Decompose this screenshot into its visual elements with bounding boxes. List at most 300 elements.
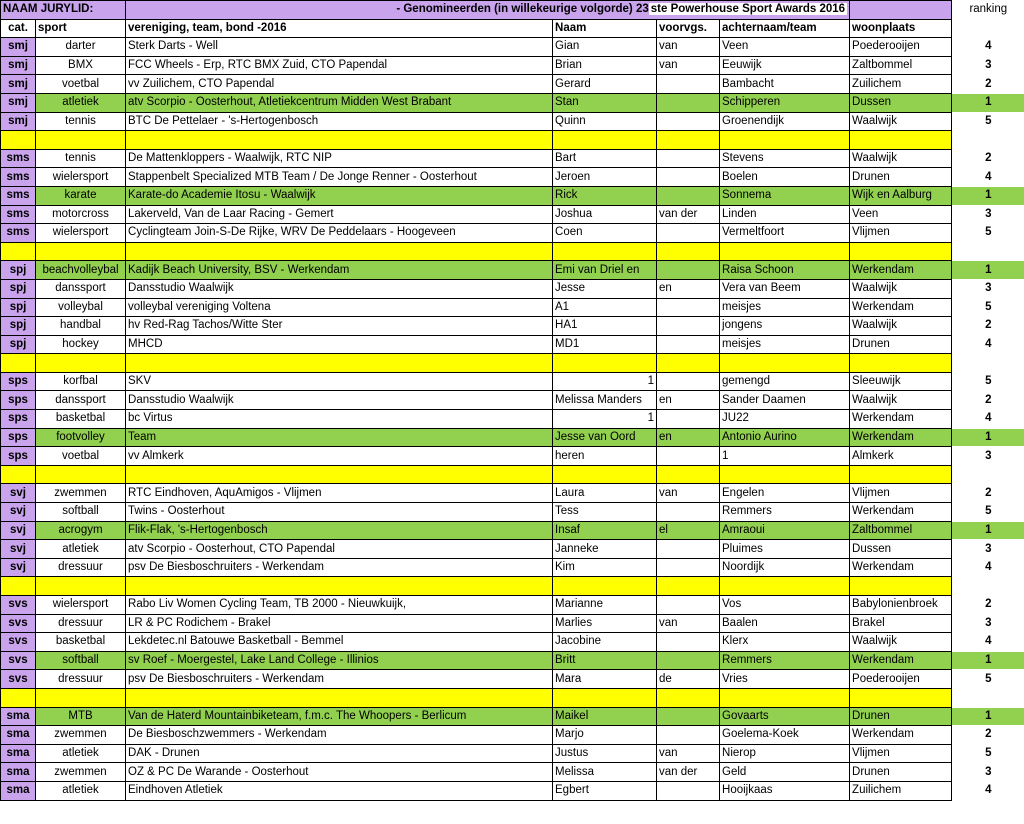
club-cell[interactable]: Cyclingteam Join-S-De Rijke, WRV De Peddelaars - Hoogeveen: [126, 224, 553, 243]
club-cell[interactable]: Dansstudio Waalwijk: [126, 279, 553, 298]
empty-cell[interactable]: [720, 131, 850, 150]
category-cell[interactable]: sms: [1, 186, 36, 205]
sport-cell[interactable]: korfbal: [36, 372, 126, 391]
category-cell[interactable]: smj: [1, 75, 36, 94]
empty-cell[interactable]: [1, 131, 36, 150]
woonplaats-cell[interactable]: Waalwijk: [850, 149, 952, 168]
woonplaats-cell[interactable]: Werkendam: [850, 261, 952, 280]
empty-cell[interactable]: [126, 688, 553, 707]
empty-cell[interactable]: [850, 354, 952, 373]
category-cell[interactable]: smj: [1, 93, 36, 112]
club-cell[interactable]: De Mattenkloppers - Waalwijk, RTC NIP: [126, 149, 553, 168]
category-cell[interactable]: svs: [1, 651, 36, 670]
empty-cell[interactable]: [1, 465, 36, 484]
achternaam-cell[interactable]: Raisa Schoon: [720, 261, 850, 280]
col-header-voorvgs[interactable]: voorvgs.: [657, 19, 720, 38]
empty-cell[interactable]: [126, 242, 553, 261]
achternaam-cell[interactable]: Veen: [720, 38, 850, 57]
voorvoegsel-cell[interactable]: el: [657, 521, 720, 540]
category-cell[interactable]: svj: [1, 503, 36, 522]
woonplaats-cell[interactable]: Dussen: [850, 540, 952, 559]
achternaam-cell[interactable]: Vries: [720, 670, 850, 689]
woonplaats-cell[interactable]: Waalwijk: [850, 112, 952, 131]
naam-cell[interactable]: Marlies: [553, 614, 657, 633]
category-cell[interactable]: smj: [1, 56, 36, 75]
woonplaats-cell[interactable]: Zuilichem: [850, 75, 952, 94]
category-cell[interactable]: sms: [1, 224, 36, 243]
club-cell[interactable]: Team: [126, 428, 553, 447]
category-cell[interactable]: smj: [1, 38, 36, 57]
empty-cell[interactable]: [720, 465, 850, 484]
voorvoegsel-cell[interactable]: [657, 726, 720, 745]
naam-cell[interactable]: Joshua: [553, 205, 657, 224]
voorvoegsel-cell[interactable]: [657, 781, 720, 800]
naam-cell[interactable]: A1: [553, 298, 657, 317]
club-cell[interactable]: FCC Wheels - Erp, RTC BMX Zuid, CTO Papendal: [126, 56, 553, 75]
voorvoegsel-cell[interactable]: [657, 447, 720, 466]
empty-cell[interactable]: [720, 354, 850, 373]
category-cell[interactable]: sps: [1, 447, 36, 466]
achternaam-cell[interactable]: Klerx: [720, 633, 850, 652]
woonplaats-cell[interactable]: Poederooijen: [850, 38, 952, 57]
voorvoegsel-cell[interactable]: [657, 149, 720, 168]
naam-cell[interactable]: Tess: [553, 503, 657, 522]
category-cell[interactable]: sps: [1, 410, 36, 429]
club-cell[interactable]: sv Roef - Moergestel, Lake Land College - Illinios: [126, 651, 553, 670]
naam-cell[interactable]: Coen: [553, 224, 657, 243]
achternaam-cell[interactable]: Remmers: [720, 503, 850, 522]
category-cell[interactable]: sma: [1, 763, 36, 782]
empty-cell[interactable]: [553, 131, 657, 150]
sport-cell[interactable]: wielersport: [36, 596, 126, 615]
empty-cell[interactable]: [720, 688, 850, 707]
club-cell[interactable]: psv De Biesboschruiters - Werkendam: [126, 670, 553, 689]
naam-cell[interactable]: Britt: [553, 651, 657, 670]
woonplaats-cell[interactable]: Waalwijk: [850, 391, 952, 410]
achternaam-cell[interactable]: Pluimes: [720, 540, 850, 559]
empty-cell[interactable]: [36, 131, 126, 150]
naam-cell[interactable]: heren: [553, 447, 657, 466]
sport-cell[interactable]: softball: [36, 651, 126, 670]
title-blank-cell[interactable]: [850, 1, 952, 20]
col-header-achternaam[interactable]: achternaam/team: [720, 19, 850, 38]
club-cell[interactable]: Van de Haterd Mountainbiketeam, f.m.c. The Whoopers - Berlicum: [126, 707, 553, 726]
woonplaats-cell[interactable]: Drunen: [850, 168, 952, 187]
club-cell[interactable]: OZ & PC De Warande - Oosterhout: [126, 763, 553, 782]
achternaam-cell[interactable]: meisjes: [720, 298, 850, 317]
naam-cell[interactable]: Mara: [553, 670, 657, 689]
empty-cell[interactable]: [553, 688, 657, 707]
nominee-row: [1, 372, 1024, 391]
naam-cell[interactable]: Marianne: [553, 596, 657, 615]
club-cell[interactable]: hv Red-Rag Tachos/Witte Ster: [126, 317, 553, 336]
nominee-row: [1, 38, 1024, 57]
empty-cell[interactable]: [126, 131, 553, 150]
club-cell[interactable]: volleybal vereniging Voltena: [126, 298, 553, 317]
sport-cell[interactable]: zwemmen: [36, 484, 126, 503]
category-cell[interactable]: sma: [1, 744, 36, 763]
naam-cell[interactable]: Laura: [553, 484, 657, 503]
woonplaats-cell[interactable]: Vlijmen: [850, 484, 952, 503]
category-cell[interactable]: sma: [1, 781, 36, 800]
achternaam-cell[interactable]: Antonio Aurino: [720, 428, 850, 447]
sport-cell[interactable]: danssport: [36, 279, 126, 298]
naam-cell[interactable]: Emi van Driel en: [553, 261, 657, 280]
empty-cell[interactable]: [553, 242, 657, 261]
woonplaats-cell[interactable]: Werkendam: [850, 428, 952, 447]
empty-cell[interactable]: [36, 465, 126, 484]
empty-cell[interactable]: [553, 354, 657, 373]
woonplaats-cell[interactable]: Drunen: [850, 763, 952, 782]
sport-cell[interactable]: tennis: [36, 149, 126, 168]
category-cell[interactable]: svs: [1, 614, 36, 633]
voorvoegsel-cell[interactable]: van: [657, 56, 720, 75]
category-cell[interactable]: sms: [1, 149, 36, 168]
achternaam-cell[interactable]: Nierop: [720, 744, 850, 763]
woonplaats-cell[interactable]: Drunen: [850, 707, 952, 726]
woonplaats-cell[interactable]: Vlijmen: [850, 224, 952, 243]
naam-cell[interactable]: Jesse: [553, 279, 657, 298]
voorvoegsel-cell[interactable]: [657, 261, 720, 280]
achternaam-cell[interactable]: Bambacht: [720, 75, 850, 94]
naam-cell[interactable]: 1: [553, 410, 657, 429]
category-cell[interactable]: spj: [1, 298, 36, 317]
empty-cell[interactable]: [36, 242, 126, 261]
club-cell[interactable]: RTC Eindhoven, AquAmigos - Vlijmen: [126, 484, 553, 503]
category-cell[interactable]: sps: [1, 372, 36, 391]
category-cell[interactable]: spj: [1, 261, 36, 280]
category-cell[interactable]: svs: [1, 670, 36, 689]
sport-cell[interactable]: motorcross: [36, 205, 126, 224]
col-header-cat[interactable]: cat.: [1, 19, 36, 38]
achternaam-cell[interactable]: Linden: [720, 205, 850, 224]
sport-cell[interactable]: danssport: [36, 391, 126, 410]
sport-cell[interactable]: voetbal: [36, 75, 126, 94]
achternaam-cell[interactable]: Noordijk: [720, 558, 850, 577]
sport-cell[interactable]: karate: [36, 186, 126, 205]
club-cell[interactable]: De Biesboschzwemmers - Werkendam: [126, 726, 553, 745]
naam-cell[interactable]: Justus: [553, 744, 657, 763]
naam-cell[interactable]: Marjo: [553, 726, 657, 745]
naam-cell[interactable]: Jeroen: [553, 168, 657, 187]
woonplaats-cell[interactable]: Brakel: [850, 614, 952, 633]
club-cell[interactable]: Sterk Darts - Well: [126, 38, 553, 57]
sport-cell[interactable]: atletiek: [36, 744, 126, 763]
club-cell[interactable]: atv Scorpio - Oosterhout, Atletiekcentrum Midden West Brabant: [126, 93, 553, 112]
sport-cell[interactable]: dressuur: [36, 558, 126, 577]
sport-cell[interactable]: softball: [36, 503, 126, 522]
club-cell[interactable]: Karate-do Academie Itosu - Waalwijk: [126, 186, 553, 205]
voorvoegsel-cell[interactable]: [657, 298, 720, 317]
empty-cell[interactable]: [1, 577, 36, 596]
woonplaats-cell[interactable]: Werkendam: [850, 503, 952, 522]
woonplaats-cell[interactable]: Werkendam: [850, 558, 952, 577]
achternaam-cell[interactable]: meisjes: [720, 335, 850, 354]
club-cell[interactable]: psv De Biesboschruiters - Werkendam: [126, 558, 553, 577]
naam-cell[interactable]: Gerard: [553, 75, 657, 94]
sport-cell[interactable]: MTB: [36, 707, 126, 726]
naam-cell[interactable]: Jacobine: [553, 633, 657, 652]
club-cell[interactable]: BTC De Pettelaer - 's-Hertogenbosch: [126, 112, 553, 131]
sport-cell[interactable]: dressuur: [36, 670, 126, 689]
naam-cell[interactable]: Rick: [553, 186, 657, 205]
club-cell[interactable]: Lekdetec.nl Batouwe Basketball - Bemmel: [126, 633, 553, 652]
voorvoegsel-cell[interactable]: en: [657, 391, 720, 410]
empty-cell[interactable]: [1, 242, 36, 261]
col-header-woonplaats[interactable]: woonplaats: [850, 19, 952, 38]
woonplaats-cell[interactable]: Werkendam: [850, 726, 952, 745]
empty-cell[interactable]: [657, 354, 720, 373]
naam-cell[interactable]: Melissa Manders: [553, 391, 657, 410]
empty-cell[interactable]: [850, 577, 952, 596]
empty-cell[interactable]: [720, 242, 850, 261]
voorvoegsel-cell[interactable]: van der: [657, 205, 720, 224]
voorvoegsel-cell[interactable]: [657, 335, 720, 354]
sport-cell[interactable]: zwemmen: [36, 763, 126, 782]
voorvoegsel-cell[interactable]: en: [657, 279, 720, 298]
sport-cell[interactable]: acrogym: [36, 521, 126, 540]
category-cell[interactable]: svj: [1, 540, 36, 559]
voorvoegsel-cell[interactable]: [657, 186, 720, 205]
sport-cell[interactable]: footvolley: [36, 428, 126, 447]
category-cell[interactable]: svj: [1, 521, 36, 540]
woonplaats-cell[interactable]: Drunen: [850, 335, 952, 354]
category-cell[interactable]: spj: [1, 335, 36, 354]
voorvoegsel-cell[interactable]: [657, 112, 720, 131]
woonplaats-cell[interactable]: Werkendam: [850, 298, 952, 317]
club-cell[interactable]: vv Zuilichem, CTO Papendal: [126, 75, 553, 94]
col-header-club[interactable]: vereniging, team, bond -2016: [126, 19, 553, 38]
achternaam-cell[interactable]: jongens: [720, 317, 850, 336]
achternaam-cell[interactable]: Schipperen: [720, 93, 850, 112]
empty-cell[interactable]: [657, 688, 720, 707]
voorvoegsel-cell[interactable]: de: [657, 670, 720, 689]
sport-cell[interactable]: zwemmen: [36, 726, 126, 745]
empty-cell[interactable]: [657, 577, 720, 596]
naam-cell[interactable]: Jesse van Oord: [553, 428, 657, 447]
sport-cell[interactable]: wielersport: [36, 168, 126, 187]
achternaam-cell[interactable]: Remmers: [720, 651, 850, 670]
voorvoegsel-cell[interactable]: [657, 168, 720, 187]
sport-cell[interactable]: tennis: [36, 112, 126, 131]
achternaam-cell[interactable]: Sonnema: [720, 186, 850, 205]
empty-cell[interactable]: [657, 131, 720, 150]
club-cell[interactable]: Stappenbelt Specialized MTB Team / De Jonge Renner - Oosterhout: [126, 168, 553, 187]
woonplaats-cell[interactable]: Waalwijk: [850, 279, 952, 298]
club-cell[interactable]: Dansstudio Waalwijk: [126, 391, 553, 410]
woonplaats-cell[interactable]: Wijk en Aalburg: [850, 186, 952, 205]
sport-cell[interactable]: basketbal: [36, 410, 126, 429]
woonplaats-cell[interactable]: Veen: [850, 205, 952, 224]
voorvoegsel-cell[interactable]: en: [657, 428, 720, 447]
category-cell[interactable]: svj: [1, 484, 36, 503]
achternaam-cell[interactable]: Stevens: [720, 149, 850, 168]
achternaam-cell[interactable]: Sander Daamen: [720, 391, 850, 410]
achternaam-cell[interactable]: Boelen: [720, 168, 850, 187]
achternaam-cell[interactable]: Baalen: [720, 614, 850, 633]
sport-cell[interactable]: handbal: [36, 317, 126, 336]
voorvoegsel-cell[interactable]: [657, 224, 720, 243]
voorvoegsel-cell[interactable]: [657, 372, 720, 391]
naam-cell[interactable]: Brian: [553, 56, 657, 75]
achternaam-cell[interactable]: Eeuwijk: [720, 56, 850, 75]
naam-cell[interactable]: Stan: [553, 93, 657, 112]
club-cell[interactable]: Eindhoven Atletiek: [126, 781, 553, 800]
category-cell[interactable]: sma: [1, 707, 36, 726]
voorvoegsel-cell[interactable]: [657, 410, 720, 429]
empty-cell[interactable]: [1, 688, 36, 707]
title-cell[interactable]: [126, 1, 850, 20]
woonplaats-cell[interactable]: Dussen: [850, 93, 952, 112]
club-cell[interactable]: Kadijk Beach University, BSV - Werkendam: [126, 261, 553, 280]
sport-cell[interactable]: atletiek: [36, 781, 126, 800]
club-cell[interactable]: LR & PC Rodichem - Brakel: [126, 614, 553, 633]
club-cell[interactable]: MHCD: [126, 335, 553, 354]
empty-cell[interactable]: [850, 242, 952, 261]
sport-cell[interactable]: voetbal: [36, 447, 126, 466]
club-cell[interactable]: Rabo Liv Women Cycling Team, TB 2000 - Nieuwkuijk,: [126, 596, 553, 615]
achternaam-cell[interactable]: Amraoui: [720, 521, 850, 540]
achternaam-cell[interactable]: JU22: [720, 410, 850, 429]
empty-cell[interactable]: [553, 465, 657, 484]
achternaam-cell[interactable]: Vos: [720, 596, 850, 615]
empty-cell[interactable]: [126, 354, 553, 373]
woonplaats-cell[interactable]: Vlijmen: [850, 744, 952, 763]
empty-cell[interactable]: [1, 354, 36, 373]
sport-cell[interactable]: basketbal: [36, 633, 126, 652]
sport-cell[interactable]: BMX: [36, 56, 126, 75]
woonplaats-cell[interactable]: Waalwijk: [850, 633, 952, 652]
naam-cell[interactable]: Maikel: [553, 707, 657, 726]
achternaam-cell[interactable]: Vera van Beem: [720, 279, 850, 298]
naam-cell[interactable]: Kim: [553, 558, 657, 577]
naam-cell[interactable]: Janneke: [553, 540, 657, 559]
naam-cell[interactable]: Insaf: [553, 521, 657, 540]
sport-cell[interactable]: volleybal: [36, 298, 126, 317]
sport-cell[interactable]: beachvolleybal: [36, 261, 126, 280]
empty-cell[interactable]: [657, 242, 720, 261]
voorvoegsel-cell[interactable]: [657, 93, 720, 112]
voorvoegsel-cell[interactable]: van: [657, 484, 720, 503]
category-cell[interactable]: sms: [1, 168, 36, 187]
empty-cell[interactable]: [657, 465, 720, 484]
voorvoegsel-cell[interactable]: [657, 503, 720, 522]
achternaam-cell[interactable]: Groenendijk: [720, 112, 850, 131]
category-cell[interactable]: sps: [1, 391, 36, 410]
naam-cell[interactable]: HA1: [553, 317, 657, 336]
nominee-row: [1, 484, 1024, 503]
woonplaats-cell[interactable]: Waalwijk: [850, 317, 952, 336]
voorvoegsel-cell[interactable]: [657, 540, 720, 559]
voorvoegsel-cell[interactable]: van: [657, 38, 720, 57]
col-header-naam[interactable]: Naam: [553, 19, 657, 38]
empty-cell[interactable]: [553, 577, 657, 596]
col-header-sport[interactable]: sport: [36, 19, 126, 38]
achternaam-cell[interactable]: Hooijkaas: [720, 781, 850, 800]
empty-cell[interactable]: [850, 131, 952, 150]
naam-cell[interactable]: Melissa: [553, 763, 657, 782]
voorvoegsel-cell[interactable]: [657, 707, 720, 726]
woonplaats-cell[interactable]: Zuilichem: [850, 781, 952, 800]
club-cell[interactable]: Lakerveld, Van de Laar Racing - Gemert: [126, 205, 553, 224]
achternaam-cell[interactable]: gemengd: [720, 372, 850, 391]
naam-cell[interactable]: 1: [553, 372, 657, 391]
woonplaats-cell[interactable]: Sleeuwijk: [850, 372, 952, 391]
naam-cell[interactable]: Bart: [553, 149, 657, 168]
sport-cell[interactable]: darter: [36, 38, 126, 57]
voorvoegsel-cell[interactable]: [657, 317, 720, 336]
achternaam-cell[interactable]: 1: [720, 447, 850, 466]
club-cell[interactable]: bc Virtus: [126, 410, 553, 429]
voorvoegsel-cell[interactable]: [657, 75, 720, 94]
club-cell[interactable]: vv Almkerk: [126, 447, 553, 466]
sport-cell[interactable]: hockey: [36, 335, 126, 354]
category-cell[interactable]: sms: [1, 205, 36, 224]
empty-cell[interactable]: [126, 577, 553, 596]
woonplaats-cell[interactable]: Zaltbommel: [850, 56, 952, 75]
woonplaats-cell[interactable]: Zaltbommel: [850, 521, 952, 540]
empty-cell[interactable]: [720, 577, 850, 596]
woonplaats-cell[interactable]: Babylonienbroek: [850, 596, 952, 615]
voorvoegsel-cell[interactable]: van: [657, 744, 720, 763]
achternaam-cell[interactable]: Vermeltfoort: [720, 224, 850, 243]
club-cell[interactable]: SKV: [126, 372, 553, 391]
naam-cell[interactable]: Egbert: [553, 781, 657, 800]
jury-label-cell[interactable]: NAAM JURYLID:: [1, 1, 126, 20]
category-cell[interactable]: svj: [1, 558, 36, 577]
voorvoegsel-cell[interactable]: [657, 651, 720, 670]
category-cell[interactable]: svs: [1, 633, 36, 652]
voorvoegsel-cell[interactable]: [657, 596, 720, 615]
empty-cell[interactable]: [850, 465, 952, 484]
category-cell[interactable]: sma: [1, 726, 36, 745]
voorvoegsel-cell[interactable]: [657, 633, 720, 652]
empty-cell[interactable]: [36, 688, 126, 707]
category-cell[interactable]: spj: [1, 279, 36, 298]
club-cell[interactable]: DAK - Drunen: [126, 744, 553, 763]
sport-cell[interactable]: wielersport: [36, 224, 126, 243]
empty-cell[interactable]: [850, 688, 952, 707]
woonplaats-cell[interactable]: Poederooijen: [850, 670, 952, 689]
category-cell[interactable]: spj: [1, 317, 36, 336]
empty-cell[interactable]: [36, 577, 126, 596]
voorvoegsel-cell[interactable]: [657, 558, 720, 577]
voorvoegsel-cell[interactable]: van: [657, 614, 720, 633]
woonplaats-cell[interactable]: Werkendam: [850, 410, 952, 429]
club-cell[interactable]: Twins - Oosterhout: [126, 503, 553, 522]
naam-cell[interactable]: MD1: [553, 335, 657, 354]
club-cell[interactable]: atv Scorpio - Oosterhout, CTO Papendal: [126, 540, 553, 559]
category-cell[interactable]: smj: [1, 112, 36, 131]
sport-cell[interactable]: atletiek: [36, 540, 126, 559]
empty-cell[interactable]: [36, 354, 126, 373]
sport-cell[interactable]: atletiek: [36, 93, 126, 112]
sport-cell[interactable]: dressuur: [36, 614, 126, 633]
achternaam-cell[interactable]: Govaarts: [720, 707, 850, 726]
woonplaats-cell[interactable]: Werkendam: [850, 651, 952, 670]
achternaam-cell[interactable]: Geld: [720, 763, 850, 782]
woonplaats-cell[interactable]: Almkerk: [850, 447, 952, 466]
naam-cell[interactable]: Gian: [553, 38, 657, 57]
voorvoegsel-cell[interactable]: van der: [657, 763, 720, 782]
achternaam-cell[interactable]: Engelen: [720, 484, 850, 503]
club-cell[interactable]: Flik-Flak, 's-Hertogenbosch: [126, 521, 553, 540]
achternaam-cell[interactable]: Goelema-Koek: [720, 726, 850, 745]
empty-cell[interactable]: [126, 465, 553, 484]
naam-cell[interactable]: Quinn: [553, 112, 657, 131]
category-cell[interactable]: sps: [1, 428, 36, 447]
category-cell[interactable]: svs: [1, 596, 36, 615]
